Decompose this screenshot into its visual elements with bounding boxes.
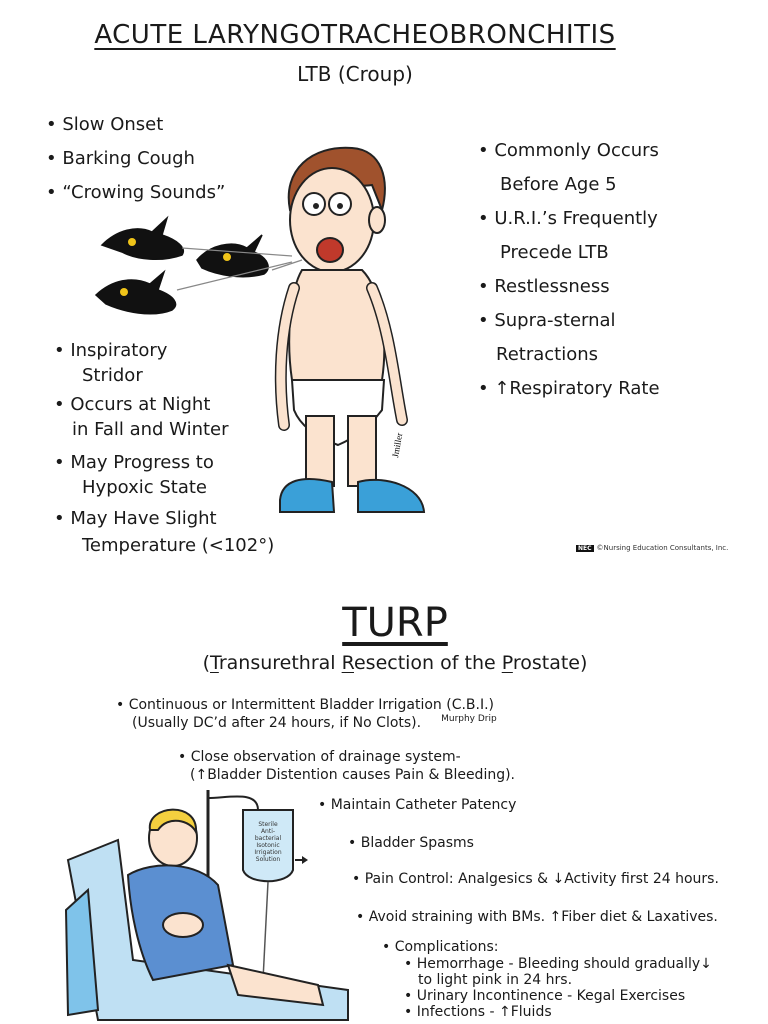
svg-text:Sterile: Sterile xyxy=(258,821,278,828)
bullet-inspiratory: • Inspiratory xyxy=(54,340,168,361)
shoe-left xyxy=(280,479,334,512)
bullet-crowing-sounds: • “Crowing Sounds” xyxy=(46,182,226,203)
copyright xyxy=(576,544,728,552)
bullet-hypoxic-cont: Hypoxic State xyxy=(82,477,207,498)
bullet-temp-cont: Temperature (<102°) xyxy=(82,535,275,556)
nec-logo: NEC xyxy=(578,544,592,552)
crow-3 xyxy=(96,272,176,314)
crow-1 xyxy=(102,218,183,259)
bullet-night: • Occurs at Night xyxy=(54,394,211,415)
bullet-commonly-occurs-cont: Before Age 5 xyxy=(500,174,617,195)
croup-title: ACUTE LARYNGOTRACHEOBRONCHITIS xyxy=(94,20,616,50)
bullet-uri-cont: Precede LTB xyxy=(500,242,609,263)
turp-patency: • Maintain Catheter Patency xyxy=(318,797,517,813)
complication-hemorrhage: • Hemorrhage - Bleeding should gradually↓ xyxy=(404,956,712,972)
turp-pain: • Pain Control: Analgesics & ↓Activity first 24 hours. xyxy=(352,871,719,887)
croup-left-top-list xyxy=(46,108,225,210)
svg-text:Isotonic: Isotonic xyxy=(256,842,280,849)
bullet-commonly-occurs: • Commonly Occurs xyxy=(478,140,659,161)
turp-complication-list: • Hemorrhage - Bleeding should gradually↓ to light pink in 24 hrs. • Urinary Incontinence - Kegal Exercises • Infections - ↑Fluids xyxy=(404,956,712,1020)
complication-incontinence: • Urinary Incontinence - Kegal Exercises xyxy=(404,988,686,1004)
turp-cbi: • Continuous or Intermittent Bladder Irrigation (C.B.I.) (Usually DC’d after 24 hours, if No Clots). Murphy Drip xyxy=(116,697,497,731)
bullet-supra-sternal: • Supra-sternal xyxy=(478,310,616,331)
complication-infections: • Infections - ↑Fluids xyxy=(404,1004,552,1020)
bullet-temp: • May Have Slight xyxy=(54,508,217,529)
bullet-supra-sternal-cont: Retractions xyxy=(496,344,599,365)
turp-straining: • Avoid straining with BMs. ↑Fiber diet & Laxatives. xyxy=(356,909,718,925)
artist-signature: Jmiller xyxy=(390,431,405,459)
bullet-resp-rate: • ↑Respiratory Rate xyxy=(478,378,660,399)
bullet-slow-onset: • Slow Onset xyxy=(46,114,164,135)
ear xyxy=(369,207,385,233)
turp-complications: • Complications: xyxy=(382,939,499,955)
bullet-uri: • U.R.I.’s Frequently xyxy=(478,208,658,229)
shoe-right xyxy=(358,480,424,512)
svg-text:Irrigation: Irrigation xyxy=(254,849,282,856)
croup-subtitle: LTB (Croup) xyxy=(297,62,413,86)
svg-text:Solution: Solution xyxy=(255,856,281,863)
bullet-night-cont: in Fall and Winter xyxy=(72,419,229,440)
murphy-drip-note: Murphy Drip xyxy=(441,714,497,724)
patient-bed-illustration xyxy=(58,790,358,1024)
turp-drainage: • Close observation of drainage system- (↑Bladder Distention causes Pain & Bleeding). xyxy=(178,749,516,783)
turp-subtitle: (Transurethral Resection of the Prostate) xyxy=(202,652,588,674)
bullet-restlessness: • Restlessness xyxy=(478,276,610,297)
child-illustration xyxy=(272,140,442,520)
croup-left-bottom-list xyxy=(54,338,274,558)
svg-text:Anti-: Anti- xyxy=(260,828,276,835)
turp-title: TURP xyxy=(342,600,448,646)
bullet-hypoxic: • May Progress to xyxy=(54,452,214,473)
bullet-inspiratory-cont: Stridor xyxy=(82,365,143,386)
copyright-text: ©Nursing Education Consultants, Inc. xyxy=(596,544,729,552)
bullet-barking-cough: • Barking Cough xyxy=(46,148,195,169)
croup-right-list xyxy=(478,134,660,406)
svg-text:bacterial: bacterial xyxy=(254,835,282,842)
open-mouth xyxy=(317,238,343,262)
turp-spasms: • Bladder Spasms xyxy=(348,835,474,851)
